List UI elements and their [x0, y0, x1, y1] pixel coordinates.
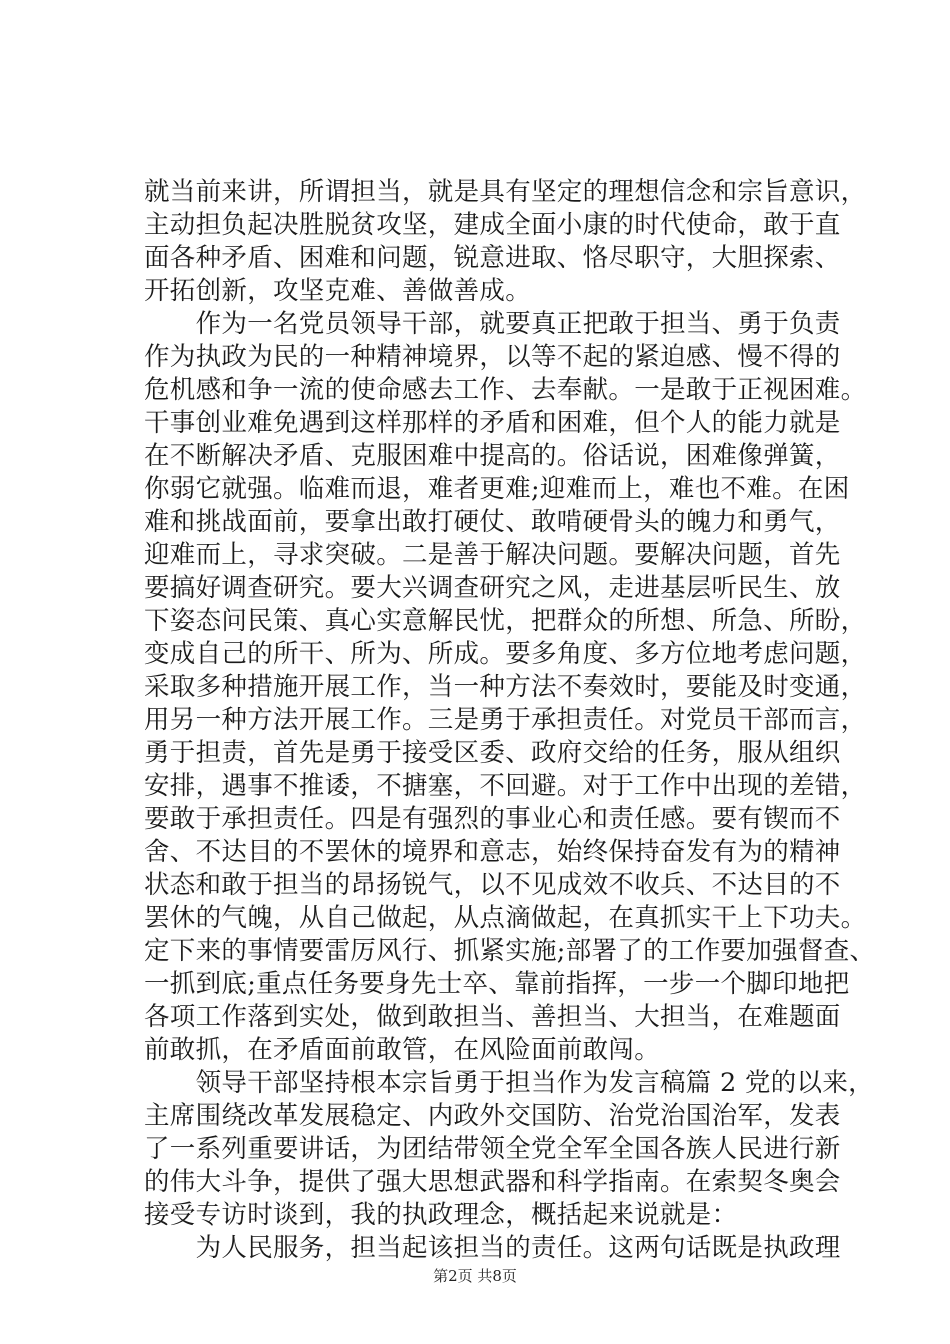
text-line: 领导干部坚持根本宗旨勇于担当作为发言稿篇 2 党的以来， [144, 1068, 874, 1098]
text-line: 作为一名党员领导干部，就要真正把敢于担当、勇于负责 [144, 309, 841, 339]
text-line: 一抓到底;重点任务要身先士卒、靠前指挥，一步一个脚印地把 [144, 969, 850, 999]
text-line: 你弱它就强。临难而退，难者更难;迎难而上，难也不难。在困 [144, 474, 850, 504]
text-line: 了一系列重要讲话，为团结带领全党全军全国各族人民进行新 [144, 1134, 841, 1164]
text-line: 变成自己的所干、所为、所成。要多角度、多方位地考虑问题， [144, 639, 867, 669]
text-line: 的伟大斗争，提供了强大思想武器和科学指南。在索契冬奥会 [144, 1167, 841, 1197]
text-line: 下姿态问民策、真心实意解民忧，把群众的所想、所急、所盼， [144, 606, 867, 636]
text-line: 危机感和争一流的使命感去工作、去奉献。一是敢于正视困难。 [144, 375, 867, 405]
text-line: 迎难而上，寻求突破。二是善于解决问题。要解决问题，首先 [144, 540, 841, 570]
text-line: 就当前来讲，所谓担当，就是具有坚定的理想信念和宗旨意识， [144, 177, 867, 207]
text-line: 面各种矛盾、困难和问题，锐意进取、恪尽职守，大胆探索、 [144, 243, 841, 273]
text-line: 罢休的气魄，从自己做起，从点滴做起，在真抓实干上下功夫。 [144, 903, 867, 933]
text-line: 在不断解决矛盾、克服困难中提高的。俗话说，困难像弹簧， [144, 441, 841, 471]
text-line: 用另一种方法开展工作。三是勇于承担责任。对党员干部而言， [144, 705, 867, 735]
text-line: 为人民服务，担当起该担当的责任。这两句话既是执政理 [144, 1233, 841, 1263]
text-line: 采取多种措施开展工作，当一种方法不奏效时，要能及时变通， [144, 672, 867, 702]
text-line: 安排，遇事不推诿，不搪塞，不回避。对于工作中出现的差错， [144, 771, 867, 801]
text-line: 难和挑战面前，要拿出敢打硬仗、敢啃硬骨头的魄力和勇气， [144, 507, 841, 537]
body-text [144, 176, 876, 1265]
text-line: 开拓创新，攻坚克难、善做善成。 [144, 276, 532, 306]
text-line: 主动担负起决胜脱贫攻坚，建成全面小康的时代使命，敢于直 [144, 210, 841, 240]
text-line: 要搞好调查研究。要大兴调查研究之风，走进基层听民生、放 [144, 573, 841, 603]
text-line: 各项工作落到实处，做到敢担当、善担当、大担当，在难题面 [144, 1002, 841, 1032]
text-line: 要敢于承担责任。四是有强烈的事业心和责任感。要有锲而不 [144, 804, 841, 834]
text-line: 勇于担责，首先是勇于接受区委、政府交给的任务，服从组织 [144, 738, 841, 768]
text-line: 舍、不达目的不罢休的境界和意志，始终保持奋发有为的精神 [144, 837, 841, 867]
page-footer: 第2页 共8页 [433, 1267, 517, 1285]
text-line: 接受专访时谈到，我的执政理念，概括起来说就是： [144, 1200, 738, 1230]
text-line: 前敢抓，在矛盾面前敢管，在风险面前敢闯。 [144, 1035, 661, 1065]
text-line: 状态和敢于担当的昂扬锐气，以不见成效不收兵、不达目的不 [144, 870, 841, 900]
text-line: 作为执政为民的一种精神境界，以等不起的紧迫感、慢不得的 [144, 342, 841, 372]
text-line: 干事创业难免遇到这样那样的矛盾和困难，但个人的能力就是 [144, 408, 841, 438]
text-line: 主席围绕改革发展稳定、内政外交国防、治党治国治军，发表 [144, 1101, 841, 1131]
text-line: 定下来的事情要雷厉风行、抓紧实施;部署了的工作要加强督查、 [144, 936, 876, 966]
